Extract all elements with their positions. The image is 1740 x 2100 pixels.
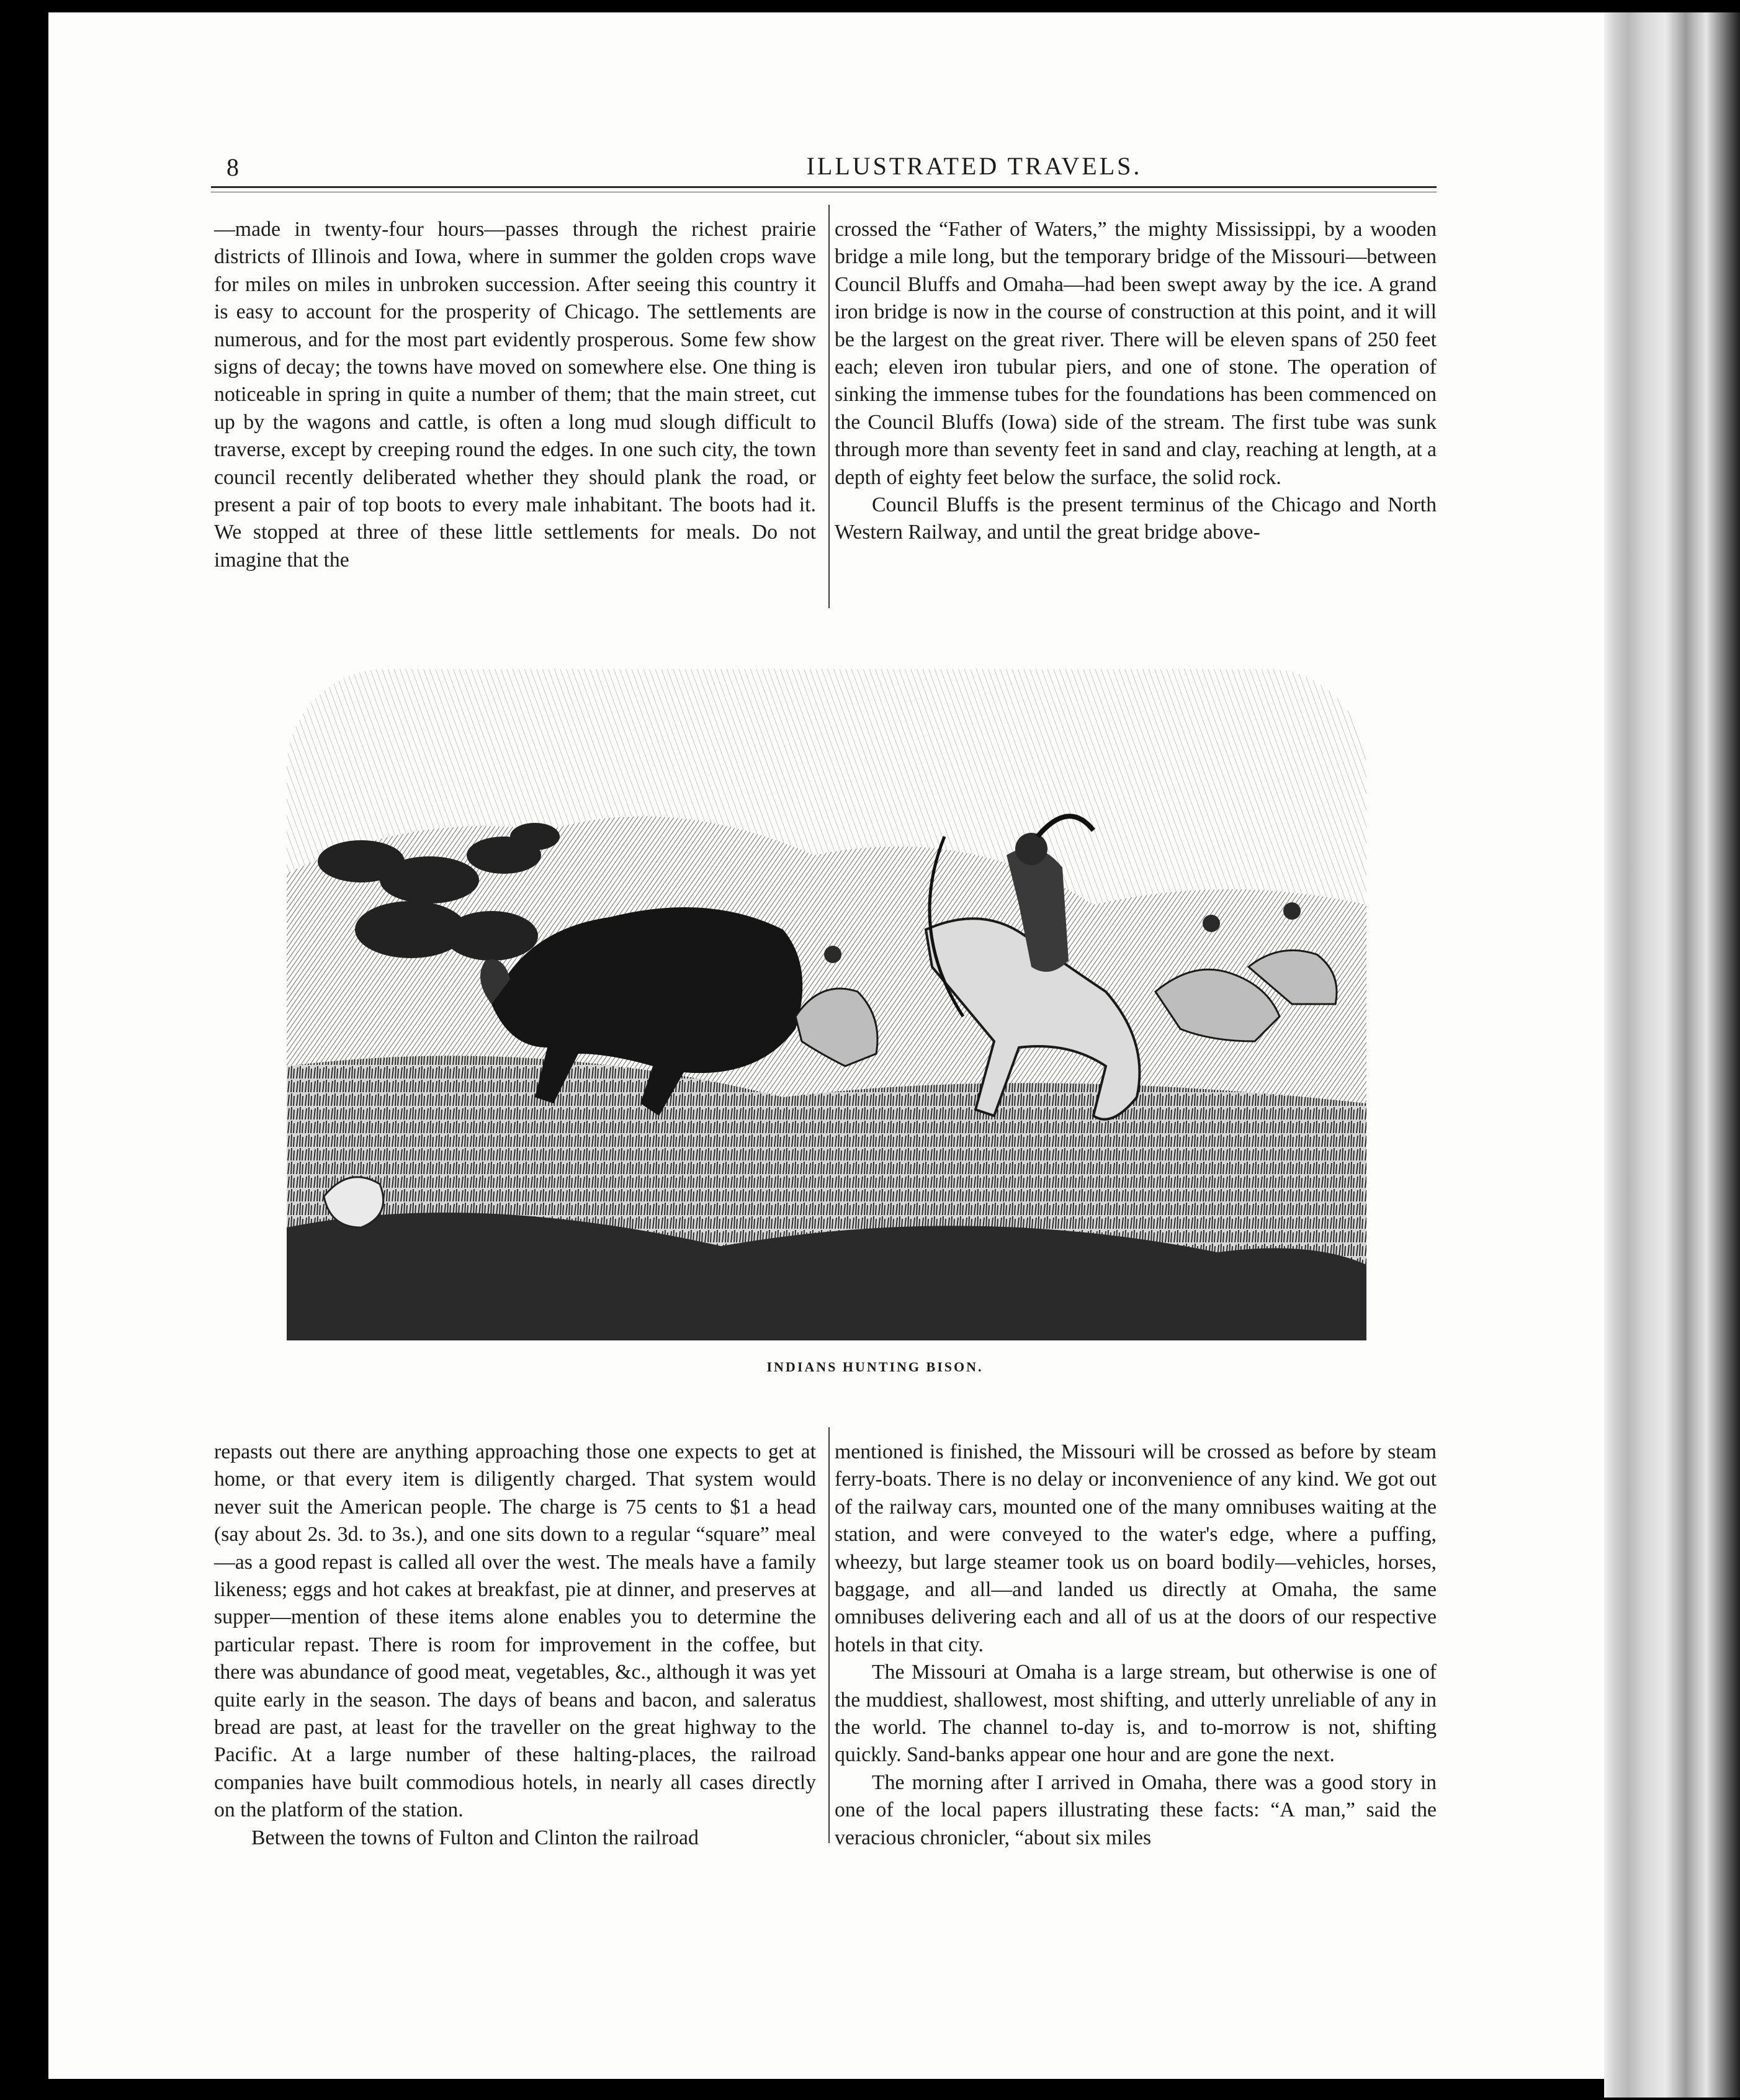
engraving-indians-hunting-bison — [287, 669, 1366, 1340]
bottom-left-column — [214, 1438, 816, 1852]
paragraph: The Missouri at Omaha is a large stream, but otherwise is one of the muddiest, shallowest, most shifting, and utterly unreliable of any in the world. The channel to-day is, and to-morrow is not, shifting quickly. Sand-banks appear one hour and are gone the next. — [835, 1661, 1437, 1767]
illustration-caption: INDIANS HUNTING BISON. — [766, 1359, 984, 1375]
top-left-column — [214, 216, 816, 574]
paragraph: mentioned is finished, the Missouri will be crossed as before by steam ferry-boats. There is no delay or inconvenience of any kind. We got out of the railway cars, mounted one of the many omnibuses waiting at the station, and were conveyed to the water's edge, where a puffing, wheezy, but large steamer took us on board bodily—vehicles, horses, baggage, and all—and landed us directly at Omaha, the same omnibuses delivering each and all of us at the doors of our respective hotels in that city. — [835, 1440, 1437, 1656]
header-rule — [211, 186, 1437, 188]
column-rule — [828, 1427, 830, 1843]
paragraph: Council Bluffs is the present terminus of the Chicago and North Western Railway, and until the great bridge above- — [835, 493, 1437, 544]
running-title: ILLUSTRATED TRAVELS. — [806, 152, 1142, 180]
page-number: 8 — [226, 153, 239, 181]
bottom-right-column — [835, 1438, 1437, 1852]
paragraph: Between the towns of Fulton and Clinton the railroad — [251, 1826, 699, 1849]
top-right-column — [835, 216, 1437, 547]
paragraph: crossed the “Father of Waters,” the mighty Mississippi, by a wooden bridge a mile long, but the temporary bridge of the Missouri—between Council Bluffs and Omaha—had been swept away by the ice. A grand iron bridge is now in the course of construction at this point, and it will be the largest on the great river. There will be eleven spans of 250 feet each; eleven iron tubular piers, and one of stone. The operation of sinking the immense tubes for the foundations has been commenced on the Council Bluffs (Iowa) side of the stream. The first tube was sunk through more than seventy feet in sand and clay, reaching at length, at a depth of eighty feet below the surface, the solid rock. — [835, 218, 1437, 489]
paragraph: —made in twenty-four hours—passes through the richest prairie districts of Illinois and Iowa, where in summer the golden crops wave for miles on miles in unbroken succession. After seeing this country it is easy to account for the prosperity of Chicago. The settlements are numerous, and for the most part evidently prosperous. Some few show signs of decay; the towns have moved on somewhere else. One thing is noticeable in spring in quite a number of them; that the main street, cut up by the wagons and cattle, is often a long mud slough difficult to traverse, except by creeping round the edges. In one such city, the town council recently deliberated whether they should plank the road, or present a pair of top boots to every male inhabitant. The boots had it. We stopped at three of these little settlements for meals. Do not imagine that the — [214, 218, 816, 572]
column-rule — [828, 205, 830, 608]
paragraph: repasts out there are anything approaching those one expects to get at home, or that every item is diligently charged. That system would never suit the American people. The charge is 75 cents to $1 a head (say about 2s. 3d. to 3s.), and one sits down to a regular “square” meal—as a good repast is called all over the west. The meals have a family likeness; eggs and hot cakes at breakfast, pie at dinner, and preserves at supper—mention of these items alone enables you to determine the particular repast. There is room for improvement in the coffee, but there was abundance of good meat, vegetables, &c., although it was yet quite early in the season. The days of beans and bacon, and saleratus bread are past, at least for the traveller on the great highway to the Pacific. At a large number of these halting-places, the railroad companies have built commodious hotels, in nearly all cases directly on the platform of the station. — [214, 1440, 816, 1822]
paragraph: The morning after I arrived in Omaha, there was a good story in one of the local papers illustrating these facts: “A man,” said the veracious chronicler, “about six miles — [835, 1770, 1437, 1849]
book-binding-edge — [1604, 12, 1740, 2098]
